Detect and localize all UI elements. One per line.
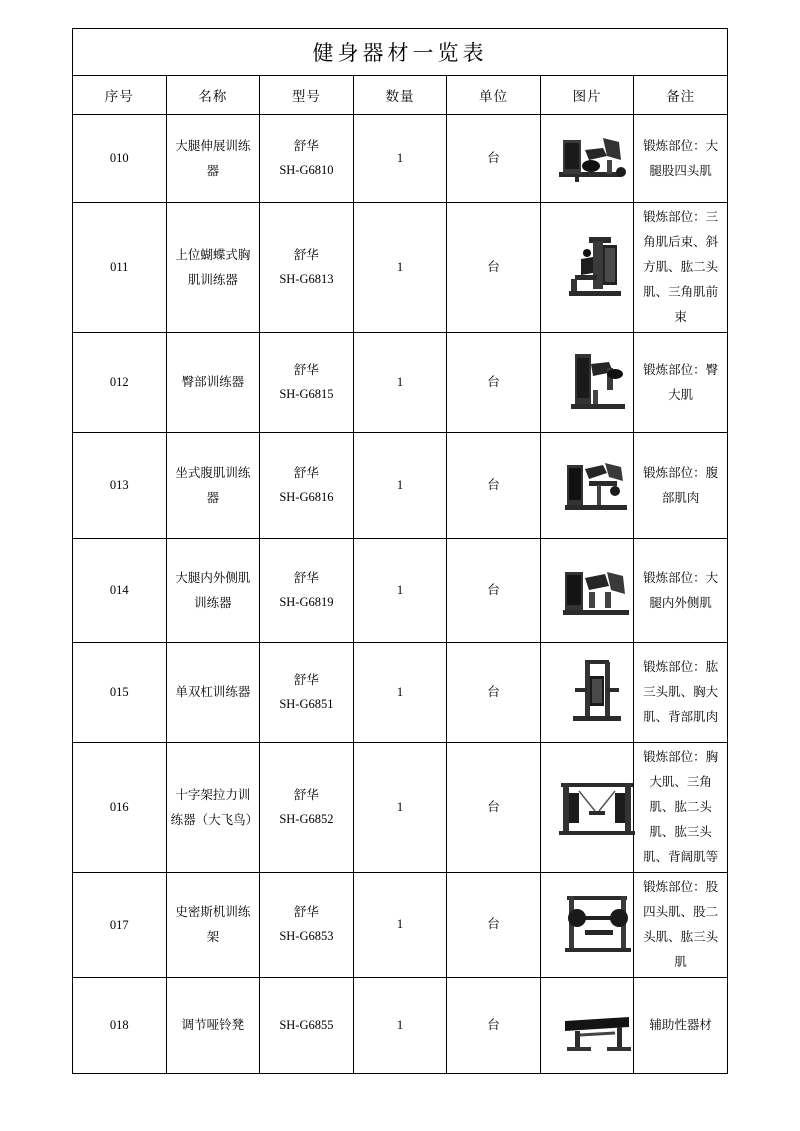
cell-unit: 台 (447, 743, 541, 873)
cell-brand: 舒华 (293, 905, 319, 920)
table-row (73, 873, 728, 978)
page-title: 健身器材一览表 (73, 29, 728, 76)
cell-unit: 台 (447, 873, 541, 978)
cell-name: 坐式腹肌训练器 (166, 433, 260, 539)
cell-picture (540, 743, 634, 873)
cell-qty: 1 (353, 539, 447, 643)
cell-name: 上位蝴蝶式胸肌训练器 (166, 203, 260, 333)
cell-model-code: SH-G6853 (279, 929, 334, 943)
cell-note: 锻炼部位：大腿股四头肌 (634, 115, 728, 203)
cell-picture (540, 333, 634, 433)
cell-note: 锻炼部位：胸大肌、三角肌、肱二头肌、肱三头肌、背阔肌等 (634, 743, 728, 873)
column-header-note: 备注 (634, 76, 728, 115)
column-header-qty: 数量 (353, 76, 447, 115)
cell-no: 010 (73, 115, 167, 203)
cell-model (260, 643, 354, 743)
cell-model (260, 333, 354, 433)
cell-picture (540, 978, 634, 1074)
cell-no: 014 (73, 539, 167, 643)
column-header-picture: 图片 (540, 76, 634, 115)
cell-no: 016 (73, 743, 167, 873)
column-header-model: 型号 (260, 76, 354, 115)
cell-model (260, 115, 354, 203)
cell-qty: 1 (353, 743, 447, 873)
cell-model (260, 203, 354, 333)
cell-model (260, 539, 354, 643)
cell-note: 锻炼部位：大腿内外侧肌 (634, 539, 728, 643)
cell-name: 调节哑铃凳 (166, 978, 260, 1074)
cell-model (260, 433, 354, 539)
cell-no: 013 (73, 433, 167, 539)
cell-name: 单双杠训练器 (166, 643, 260, 743)
cell-picture (540, 643, 634, 743)
cell-name: 十字架拉力训练器（大飞鸟） (166, 743, 260, 873)
table-row (73, 978, 728, 1074)
cell-note: 锻炼部位：臀大肌 (634, 333, 728, 433)
cell-picture (540, 433, 634, 539)
cell-note: 辅助性器材 (634, 978, 728, 1074)
cell-name: 臀部训练器 (166, 333, 260, 433)
table-row (73, 743, 728, 873)
cell-picture (540, 539, 634, 643)
cell-qty: 1 (353, 203, 447, 333)
table-title-row (73, 29, 728, 76)
cell-model-code: SH-G6816 (279, 489, 334, 504)
cell-note: 锻炼部位：肱三头肌、胸大肌、背部肌肉 (634, 643, 728, 743)
cell-name: 大腿伸展训练器 (166, 115, 260, 203)
table-row (73, 203, 728, 333)
cell-name: 史密斯机训练架 (166, 873, 260, 978)
table-row (73, 643, 728, 743)
cell-unit: 台 (447, 978, 541, 1074)
column-header-name: 名称 (166, 76, 260, 115)
cell-picture (540, 873, 634, 978)
cell-qty: 1 (353, 115, 447, 203)
cell-brand: 舒华 (293, 247, 319, 262)
cell-qty: 1 (353, 433, 447, 539)
table-row (73, 115, 728, 203)
equipment-table (72, 28, 728, 1074)
column-header-unit: 单位 (447, 76, 541, 115)
cell-model-code: SH-G6815 (279, 386, 334, 401)
cell-note: 锻炼部位：三角肌后束、斜方肌、肱二头肌、三角肌前束 (634, 203, 728, 333)
cell-model-code: SH-G6813 (279, 271, 334, 286)
table-row (73, 433, 728, 539)
table-row (73, 539, 728, 643)
cell-model-code: SH-G6810 (279, 162, 334, 177)
cell-unit: 台 (447, 433, 541, 539)
cell-model-code: SH-G6852 (279, 811, 334, 826)
cell-brand: 舒华 (293, 465, 319, 480)
cell-name: 大腿内外侧肌训练器 (166, 539, 260, 643)
cell-brand: 舒华 (293, 787, 319, 802)
cell-qty: 1 (353, 873, 447, 978)
cell-no: 018 (73, 978, 167, 1074)
cell-model (260, 978, 354, 1074)
cell-no: 011 (73, 203, 167, 333)
cell-unit: 台 (447, 203, 541, 333)
cell-model (260, 873, 354, 978)
cell-no: 012 (73, 333, 167, 433)
cell-unit: 台 (447, 643, 541, 743)
table-header-row (73, 76, 728, 115)
cell-model-code: SH-G6855 (279, 1017, 334, 1032)
cell-unit: 台 (447, 115, 541, 203)
cell-brand: 舒华 (293, 570, 319, 585)
cell-note: 锻炼部位：腹部肌肉 (634, 433, 728, 539)
cell-picture (540, 203, 634, 333)
cell-picture (540, 115, 634, 203)
table-row (73, 333, 728, 433)
cell-brand: 舒华 (293, 138, 319, 153)
cell-qty: 1 (353, 333, 447, 433)
cell-brand: 舒华 (293, 672, 319, 687)
cell-unit: 台 (447, 539, 541, 643)
cell-qty: 1 (353, 978, 447, 1074)
cell-no: 017 (73, 873, 167, 978)
cell-no: 015 (73, 643, 167, 743)
cell-brand: 舒华 (293, 362, 319, 377)
column-header-no: 序号 (73, 76, 167, 115)
cell-note: 锻炼部位：股四头肌、股二头肌、肱三头肌 (634, 873, 728, 978)
cell-model-code: SH-G6819 (279, 594, 334, 609)
cell-model-code: SH-G6851 (279, 696, 334, 711)
cell-qty: 1 (353, 643, 447, 743)
cell-unit: 台 (447, 333, 541, 433)
cell-model (260, 743, 354, 873)
